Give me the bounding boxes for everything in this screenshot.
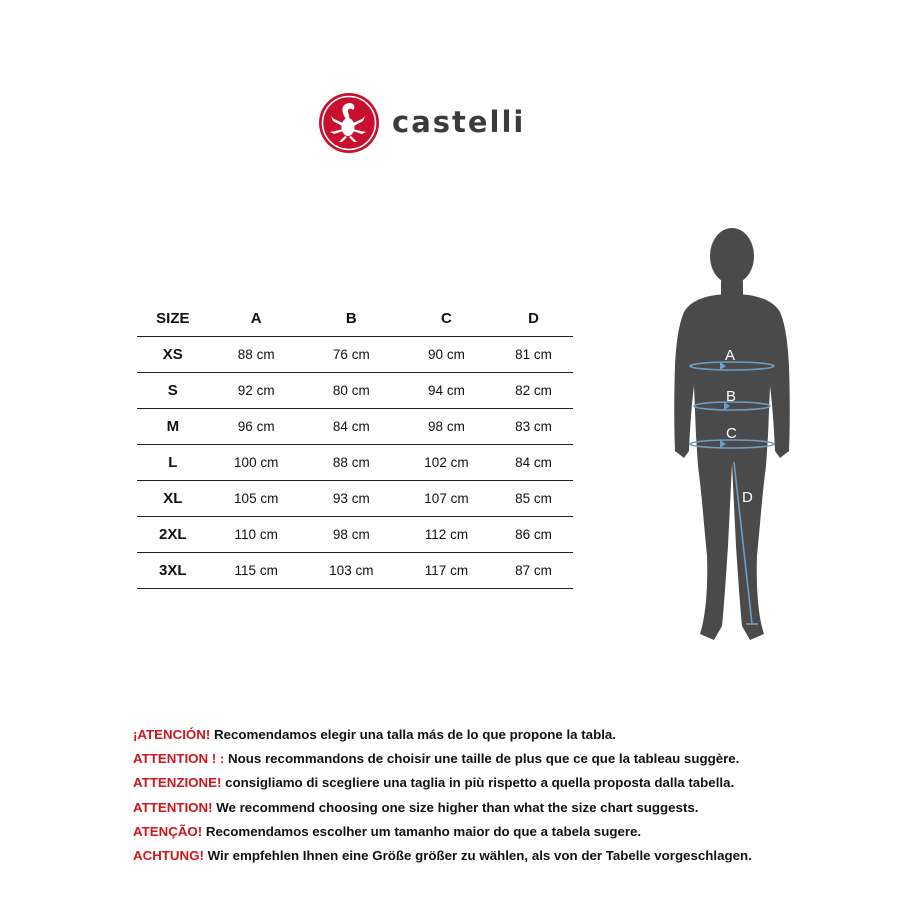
note-text: Recomendamos elegir una talla más de lo que propone la tabla. [210, 727, 616, 742]
note-warning: ATTENTION ! : [133, 751, 225, 767]
note-portuguese [133, 820, 873, 844]
size-cell: M [137, 409, 209, 445]
brand-wordmark: castelli [392, 105, 526, 139]
size-cell: S [137, 373, 209, 409]
table-row [137, 481, 573, 517]
column-header-d: D [494, 300, 573, 337]
table-header-row [137, 300, 573, 337]
size-cell: L [137, 445, 209, 481]
note-text: Nous recommandons de choisir une taille de plus que ce que la tableau suggère. [224, 751, 740, 767]
table-cell: 85 cm [494, 481, 573, 517]
note-french [133, 747, 873, 771]
note-warning: ATENÇÃO! [133, 823, 203, 839]
table-cell: 96 cm [209, 409, 304, 445]
table-cell: 100 cm [209, 445, 304, 481]
table-cell: 86 cm [494, 517, 573, 553]
table-cell: 81 cm [494, 337, 573, 373]
table-cell: 98 cm [304, 517, 399, 553]
label-c: C [726, 425, 737, 442]
column-header-c: C [399, 300, 494, 337]
note-text: Recomendamos escolher um tamanho maior do que a tabela sugere. [202, 823, 642, 839]
table-cell: 102 cm [399, 445, 494, 481]
label-d: D [742, 489, 753, 506]
table-cell: 84 cm [304, 409, 399, 445]
note-text: Wir empfehlen Ihnen eine Größe größer zu wählen, als von der Tabelle vorgeschlagen. [203, 847, 752, 863]
table-cell: 98 cm [399, 409, 494, 445]
table-row [137, 445, 573, 481]
note-warning: ACHTUNG! [133, 847, 204, 863]
sizing-notes [133, 723, 873, 868]
table-row [137, 373, 573, 409]
note-warning: ¡ATENCIÓN! [133, 727, 211, 742]
body-measurement-figure [662, 226, 802, 646]
table-row [137, 517, 573, 553]
note-german [133, 844, 873, 868]
table-cell: 103 cm [304, 553, 399, 589]
table-row [137, 337, 573, 373]
label-b: B [726, 388, 737, 405]
table-cell: 76 cm [304, 337, 399, 373]
column-header-b: B [304, 300, 399, 337]
size-cell: XS [137, 337, 209, 373]
table-cell: 88 cm [209, 337, 304, 373]
table-cell: 90 cm [399, 337, 494, 373]
table-cell: 107 cm [399, 481, 494, 517]
table-cell: 94 cm [399, 373, 494, 409]
table-cell: 92 cm [209, 373, 304, 409]
size-cell: 2XL [137, 517, 209, 553]
note-italian [133, 771, 873, 795]
note-english [133, 796, 873, 820]
table-row [137, 409, 573, 445]
size-chart-table [137, 300, 573, 589]
note-text: We recommend choosing one size higher than what the size chart suggests. [212, 799, 699, 815]
castelli-logo [318, 92, 580, 154]
note-warning: ATTENTION! [133, 799, 213, 815]
label-a: A [725, 347, 736, 364]
table-cell: 80 cm [304, 373, 399, 409]
table-cell: 82 cm [494, 373, 573, 409]
column-header-size: SIZE [137, 300, 209, 337]
column-header-a: A [209, 300, 304, 337]
table-row [137, 553, 573, 589]
table-cell: 115 cm [209, 553, 304, 589]
note-text: consigliamo di scegliere una taglia in più rispetto a quella proposta dalla tabella. [221, 775, 735, 791]
table-cell: 112 cm [399, 517, 494, 553]
note-warning: ATTENZIONE! [133, 775, 222, 791]
size-cell: 3XL [137, 553, 209, 589]
table-cell: 84 cm [494, 445, 573, 481]
table-cell: 83 cm [494, 409, 573, 445]
table-cell: 105 cm [209, 481, 304, 517]
size-cell: XL [137, 481, 209, 517]
table-cell: 87 cm [494, 553, 573, 589]
table-cell: 117 cm [399, 553, 494, 589]
table-cell: 88 cm [304, 445, 399, 481]
note-spanish [133, 723, 873, 747]
scorpion-logo-icon [318, 92, 380, 154]
table-cell: 93 cm [304, 481, 399, 517]
table-cell: 110 cm [209, 517, 304, 553]
